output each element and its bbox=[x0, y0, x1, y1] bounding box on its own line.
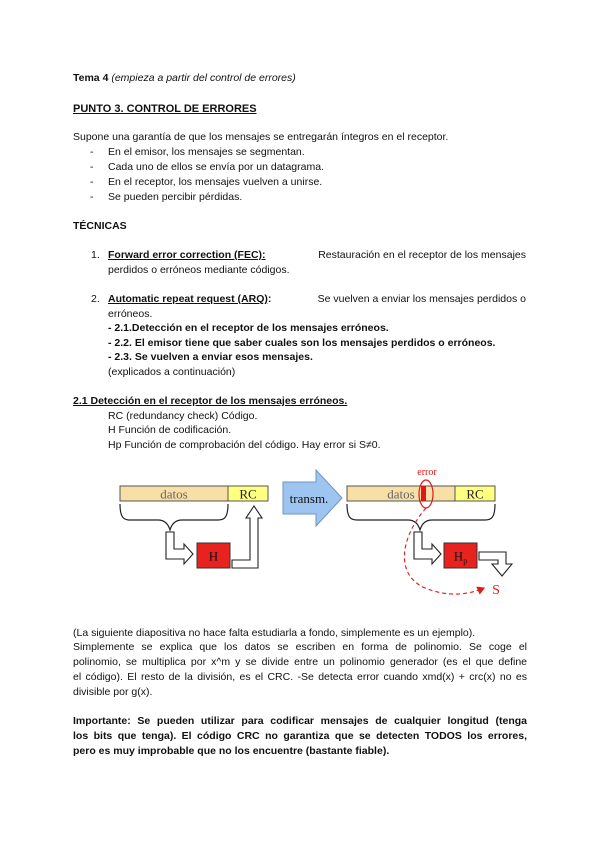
section21-line: Hp Función de comprobación del código. Hay error si S≠0. bbox=[108, 439, 381, 451]
section21-line: H Función de codificación. bbox=[108, 424, 232, 436]
arrow-into-hp bbox=[414, 532, 441, 564]
rc-label-left: RC bbox=[239, 486, 257, 502]
item2-number: 2. bbox=[91, 293, 100, 305]
crc-line4: el código). El resto de la división, es el CRC. -Se detecta error cuando xmd(x) + crc(x) no es bbox=[73, 671, 527, 683]
rc-label-right: RC bbox=[466, 486, 484, 502]
brace-right bbox=[347, 504, 495, 530]
s-label: S bbox=[492, 583, 500, 598]
hp-label: $H_p$ bbox=[453, 548, 468, 566]
tema-note: (empieza a partir del control de errores) bbox=[111, 72, 296, 84]
intro-bullet: - En el emisor, los mensajes se segmentan. bbox=[108, 146, 305, 158]
importante-label: Importante: bbox=[73, 715, 131, 727]
item2-sub: - 2.1.Detección en el receptor de los mensajes erróneos. bbox=[108, 322, 389, 334]
item2-line2: erróneos. bbox=[108, 308, 153, 320]
tecnicas-heading: TÉCNICAS bbox=[73, 220, 127, 232]
datos-label-left: datos bbox=[160, 486, 188, 502]
error-bit bbox=[421, 486, 426, 501]
arrow-down-to-s bbox=[479, 552, 512, 576]
punto-title: PUNTO 3. CONTROL DE ERRORES bbox=[73, 103, 257, 115]
item1-line1 bbox=[108, 249, 526, 261]
intro-lead: Supone una garantía de que los mensajes se entregarán íntegros en el receptor. bbox=[73, 131, 449, 143]
item1-number: 1. bbox=[91, 249, 100, 261]
item2-term: Automatic repeat request (ARQ) bbox=[108, 293, 268, 305]
crc-line1: (La siguiente diapositiva no hace falta estudiarla a fondo, simplemente es un ejemplo). bbox=[73, 627, 476, 639]
importante-line1: Importante: Se pueden utilizar para codificar mensajes de cualquier longitud (tenga bbox=[73, 715, 528, 727]
tema-header bbox=[73, 72, 296, 84]
arrow-up-to-rc bbox=[232, 506, 262, 568]
intro-bullet: - Se pueden percibir pérdidas. bbox=[108, 191, 242, 203]
arrow-into-h bbox=[166, 532, 193, 564]
crc-line2: Simplemente se explica que los datos se escriben en forma de polinomio. Se coge el bbox=[73, 641, 527, 653]
intro-bullet: - En el receptor, los mensajes vuelven a unirse. bbox=[108, 176, 322, 188]
item2-colon: : bbox=[267, 293, 272, 305]
error-detection-diagram bbox=[0, 460, 600, 620]
error-label: error bbox=[417, 467, 437, 478]
brace-left bbox=[120, 504, 228, 530]
transm-label: transm. bbox=[289, 491, 329, 506]
item1-line2: perdidos o erróneos mediante códigos. bbox=[108, 264, 290, 276]
importante-line2: los bits que tenga). El código CRC no garantiza que se detecten TODOS los errores, bbox=[73, 730, 527, 742]
item1-term: Forward error correction (FEC): bbox=[108, 249, 266, 261]
importante-line3: pero es muy improbable que no los encuentre (bastante fiable). bbox=[73, 745, 390, 757]
item2-text: Se vuelven a enviar los mensajes perdidos o bbox=[317, 293, 526, 305]
crc-line5: divisible por g(x). bbox=[73, 686, 153, 698]
item2-line1 bbox=[108, 293, 526, 305]
datos-label-right: datos bbox=[387, 486, 415, 502]
h-label: H bbox=[208, 548, 219, 564]
section21-title: 2.1 Detección en el receptor de los mensajes erróneos. bbox=[73, 395, 348, 407]
crc-line3: polinomio, se multiplica por x^m y se divide entre un polinomio generador (es el que define bbox=[73, 656, 527, 668]
item2-note: (explicados a continuación) bbox=[108, 366, 236, 378]
item2-sub: - 2.3. Se vuelven a enviar esos mensajes. bbox=[108, 351, 313, 363]
section21-line: RC (redundancy check) Código. bbox=[108, 410, 258, 422]
item1-text: Restauración en el receptor de los mensajes bbox=[318, 249, 526, 261]
intro-bullet: - Cada uno de ellos se envía por un datagrama. bbox=[108, 161, 324, 173]
tema-label: Tema 4 bbox=[73, 72, 109, 84]
item2-sub: - 2.2. El emisor tiene que saber cuales son los mensajes perdidos o erróneos. bbox=[108, 337, 496, 349]
